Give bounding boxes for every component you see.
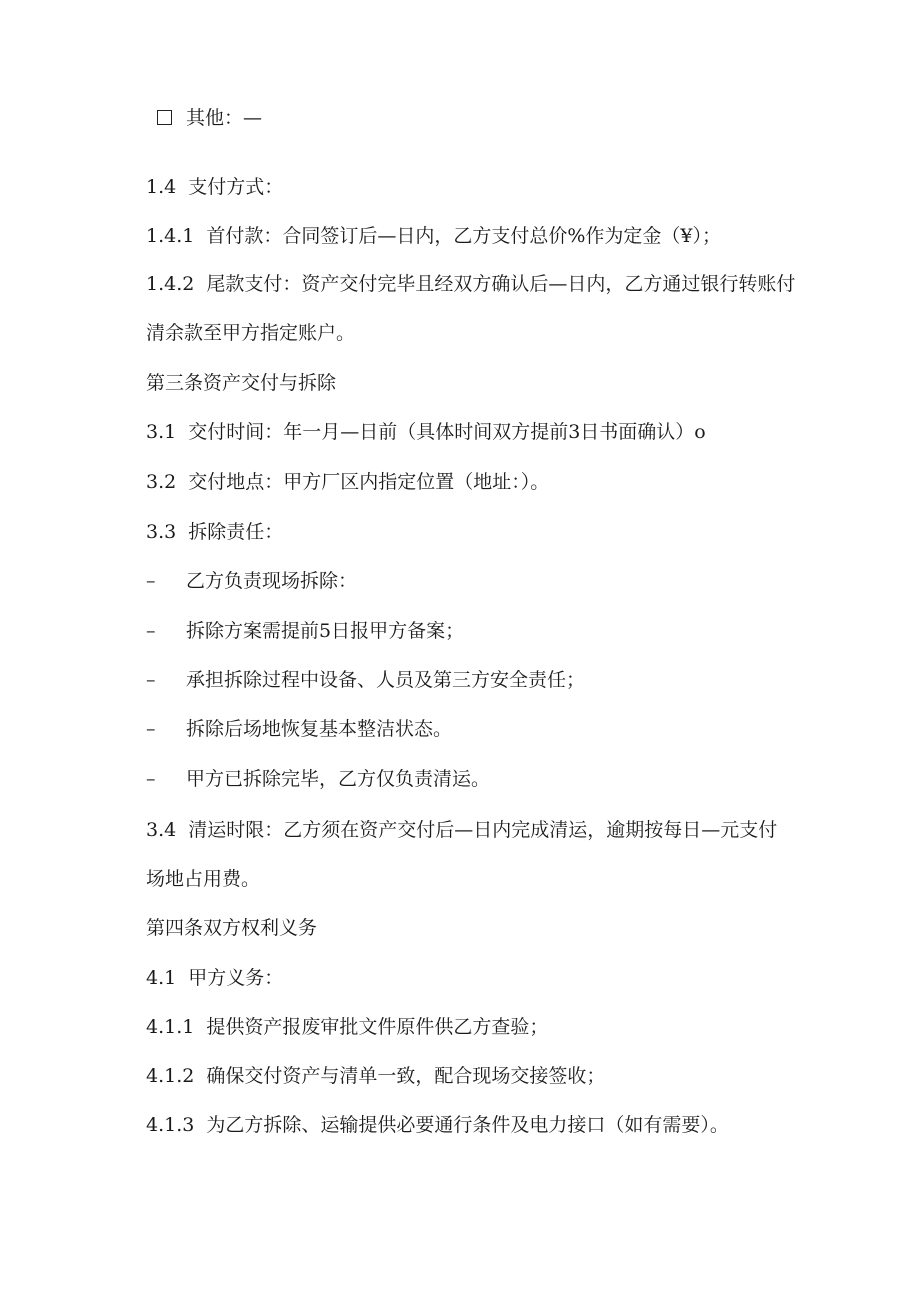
bullet-dash: –: [146, 669, 156, 691]
clause-text: 尾款支付：资产交付完毕且经双方确认后—日内，乙方通过银行转账付: [206, 273, 796, 295]
clause-4-1: [146, 966, 283, 990]
bullet-text: 承担拆除过程中设备、人员及第三方安全责任；: [186, 669, 586, 691]
clause-3-1: [146, 420, 706, 444]
clause-text: 首付款：合同签订后—日内，乙方支付总价%作为定金（¥）；: [206, 225, 722, 247]
bullet-dash: –: [146, 768, 156, 790]
clause-text: 交付地点：甲方厂区内指定位置（地址：）。: [188, 471, 550, 493]
article-title: 第三条资产交付与拆除: [146, 372, 337, 394]
clause-number: 1.4.2: [146, 273, 195, 295]
clause-3-2: [146, 470, 549, 494]
bullet-item: [146, 619, 464, 643]
clause-number: 1.4: [146, 176, 177, 198]
bullet-item: [146, 767, 490, 791]
clause-text: 拆除责任：: [188, 521, 284, 543]
article-3-heading: [146, 371, 336, 395]
clause-3-3: [146, 520, 283, 544]
clause-1-4-2-continued: [146, 321, 355, 345]
clause-number: 3.4: [146, 819, 177, 841]
clause-text: 支付方式：: [188, 176, 284, 198]
clause-number: 4.1.3: [146, 1114, 195, 1136]
clause-number: 4.1.2: [146, 1065, 195, 1087]
clause-4-1-2: [146, 1064, 605, 1088]
clause-1-4-2: [146, 272, 795, 296]
clause-text: 交付时间：年一月—日前（具体时间双方提前3日书面确认）o: [188, 421, 706, 443]
bullet-dash: –: [146, 718, 156, 740]
clause-text: 甲方义务：: [188, 967, 284, 989]
clause-text: 场地占用费。: [146, 868, 261, 890]
clause-text: 清余款至甲方指定账户。: [146, 322, 356, 344]
clause-text: 清运时限：乙方须在资产交付后—日内完成清运，逾期按每日—元支付: [188, 819, 778, 841]
bullet-item: [146, 717, 452, 741]
article-4-heading: [146, 916, 317, 940]
clause-3-4-continued: [146, 867, 260, 891]
clause-1-4: [146, 175, 283, 199]
clause-3-4: [146, 818, 777, 842]
clause-number: 1.4.1: [146, 225, 195, 247]
clause-number: 4.1: [146, 967, 177, 989]
bullet-item: [146, 569, 357, 593]
checkbox-icon[interactable]: [157, 110, 172, 125]
clause-text: 为乙方拆除、运输提供必要通行条件及电力接口（如有需要）。: [206, 1114, 729, 1136]
article-title: 第四条双方权利义务: [146, 917, 318, 939]
clause-number: 4.1.1: [146, 1016, 195, 1038]
option-other-text: 其他：—: [186, 107, 263, 129]
bullet-text: 乙方负责现场拆除：: [186, 570, 358, 592]
clause-4-1-1: [146, 1015, 548, 1039]
bullet-item: [146, 668, 585, 692]
bullet-dash: –: [146, 620, 156, 642]
clause-text: 提供资产报废审批文件原件供乙方查验；: [206, 1016, 549, 1038]
clause-text: 确保交付资产与清单一致，配合现场交接签收；: [206, 1065, 606, 1087]
bullet-dash: –: [146, 570, 156, 592]
option-other-line: [157, 106, 262, 130]
clause-number: 3.3: [146, 521, 177, 543]
bullet-text: 拆除后场地恢复基本整洁状态。: [186, 718, 453, 740]
clause-number: 3.1: [146, 421, 177, 443]
clause-4-1-3: [146, 1113, 729, 1137]
clause-number: 3.2: [146, 471, 177, 493]
bullet-text: 拆除方案需提前5日报甲方备案；: [186, 620, 465, 642]
bullet-text: 甲方已拆除完毕，乙方仅负责清运。: [186, 768, 491, 790]
clause-1-4-1: [146, 224, 721, 248]
